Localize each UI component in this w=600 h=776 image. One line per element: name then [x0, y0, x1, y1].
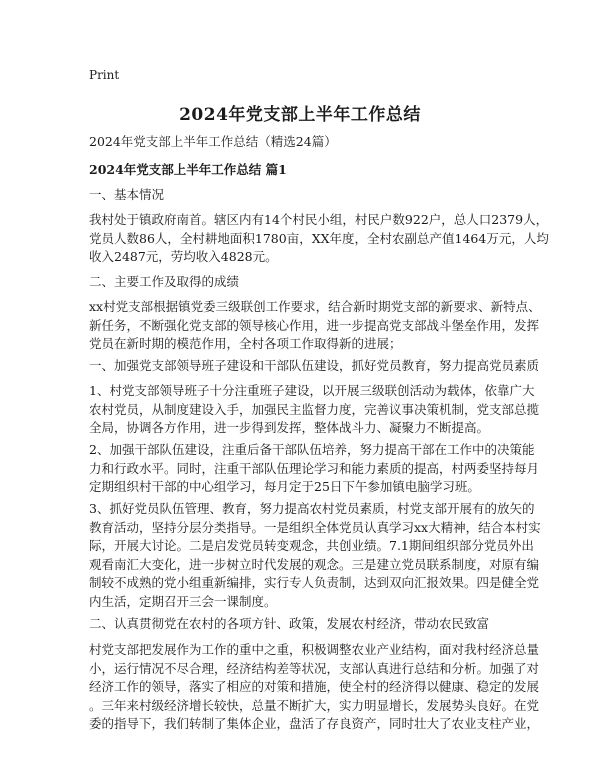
paragraph-cadre-team: [89, 441, 540, 497]
text-line: 内生活，定期召开三会一课制度。: [89, 593, 277, 609]
text-line: 际，开展大讨论。二是启发党员转变观念，共创业绩。7.1期间组织部分党员外出: [89, 538, 534, 553]
text-line: 力和行政水平。同时，注重干部队伍理论学习和能力素质的提高，村两委坚持每月: [89, 460, 540, 476]
document-subtitle: 2024年党支部上半年工作总结（精选24篇）: [89, 134, 337, 149]
text-line: 制较不成熟的党小组重新编排，实行专人负责制，达到双向汇报效果。四是健全党: [89, 575, 540, 590]
text-line: 1、村党支部领导班子十分注重班子建设，以开展三级联创活动为载体，依靠广大: [89, 383, 535, 398]
text-line: 全局，协调各方作用，进一步得到发挥，整体战斗力、凝聚力不断提高。: [89, 420, 490, 435]
text-line: 农村党员，从制度建设入手，加强民主监督力度，完善议事决策机制，党支部总揽: [89, 401, 540, 417]
text-line: 委的指导下，我们转制了集体企业，盘活了存良资产，同时壮大了农业支柱产业，: [89, 716, 540, 731]
text-line: 小，运行情况不尽合理，经济结构差等状况，支部认真进行总结和分析。加强了对: [89, 660, 540, 676]
text-line: 党员人数86人，全村耕地面积1780亩，XX年度，全村农副总产值1464万元，人均: [89, 230, 549, 246]
text-line: 2、加强干部队伍建设，注重后备干部队伍培养，努力提高干部在工作中的决策能: [89, 442, 535, 457]
text-line: xx村党支部根据镇党委三级联创工作要求，结合新时期党支部的新要求、新特点、: [89, 299, 541, 314]
text-line: 二、主要工作及取得的成绩: [89, 274, 240, 289]
text-line: 我村处于镇政府南首。辖区内有14个村民小组，村民户数922户，总人口2379人，: [89, 212, 549, 227]
text-line: 定期组织村干部的中心组学习，每月定于25日下午参加镇电脑学习班。: [89, 479, 480, 494]
text-line: 观看南汇大变化，进一步树立时代发展的观念。三是建立党员联系制度，对原有编: [89, 556, 540, 572]
text-line: 经济工作的领导，落实了相应的对策和措施，使全村的经济得以健康、稳定的发展: [89, 679, 540, 694]
document-title: 2024年党支部上半年工作总结: [179, 105, 421, 125]
heading-rural-policies: [89, 615, 517, 634]
paragraph-economic-development: [89, 641, 540, 734]
paragraph-village-overview: [89, 211, 549, 267]
text-line: 新任务，不断强化党支部的领导核心作用，进一步提高党支部战斗堡垒作用，发挥: [89, 317, 540, 333]
text-line: 一、加强党支部领导班子建设和干部队伍建设，抓好党员教育，努力提高党员素质: [89, 358, 540, 373]
text-line: 。三年来村级经济增长较快，总量不断扩大，实力明显增长，发展势头良好。在党: [89, 697, 540, 713]
text-line: 二、认真贯彻党在农村的各项方针、政策，发展农村经济，带动农民致富: [89, 616, 490, 631]
text-line: 3、抓好党员队伍管理、教育，努力提高农村党员素质，村党支部开展有的放矢的: [89, 501, 535, 516]
text-line: 村党支部把发展作为工作的重中之重，积极调整农业产业结构，面对我村经济总量: [89, 642, 540, 657]
paragraph-member-education: [89, 500, 541, 611]
text-line: 收入2487元，劳均收入4828元。: [89, 249, 278, 264]
text-line: 一、基本情况: [89, 187, 165, 202]
text-line: 党员在新时期的模范作用，全村各项工作取得新的进展；: [89, 336, 402, 351]
section-title: 2024年党支部上半年工作总结 篇1: [89, 162, 287, 177]
heading-main-work: [89, 273, 517, 292]
paragraph-party-branch-requirements: [89, 298, 541, 354]
heading-basic-situation: [89, 186, 517, 205]
print-link[interactable]: Print: [89, 68, 120, 82]
paragraph-leadership-team: [89, 382, 540, 438]
heading-leadership-building: [89, 357, 540, 376]
text-line: 教育活动，坚持分层分类指导。一是组织全体党员认真学习xx大精神，结合本村实: [89, 519, 541, 535]
